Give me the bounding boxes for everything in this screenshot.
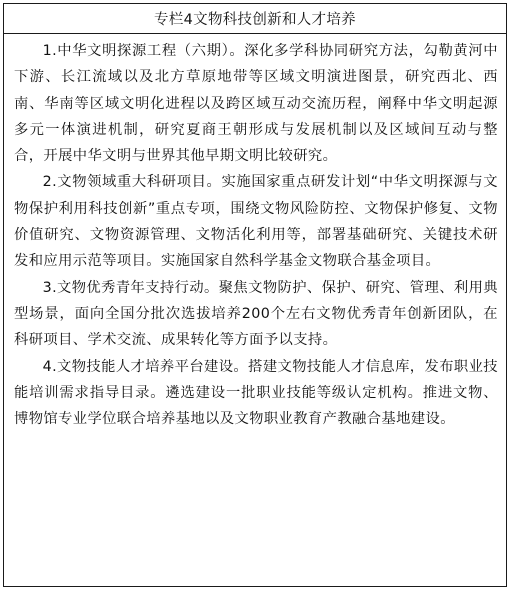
item-paragraph-2: 2.文物领域重大科研项目。实施国家重点研发计划“中华文明探源与文物保护利用科技创新”重点专项，围绕文物风险防控、文物保护修复、文物价值研究、文物资源管理、文物活化利用等，部署基础研究、关键技术研发和应用示范等项目。实施国家自然科学基金文物联合基金项目。: [14, 174, 498, 270]
column-title: 专栏4文物科技创新和人才培养: [4, 4, 506, 34]
column-content: [4, 34, 506, 432]
item-paragraph-3: 3.文物优秀青年支持行动。聚焦文物防护、保护、研究、管理、利用典型场景，面向全国分批次选拔培养200个左右文物优秀青年创新团队，在科研项目、学术交流、成果转化等方面予以支持。: [14, 279, 498, 349]
column-box: [3, 3, 507, 587]
item-paragraph-1: 1.中华文明探源工程（六期）。深化多学科协同研究方法，勾勒黄河中下游、长江流域以及北方草原地带等区域文明演进图景，研究西北、西南、华南等区域文明化进程以及跨区域互动交流历程，阐释中华文明起源多元一体演进机制，研究夏商王朝形成与发展机制以及区域间互动与整合，开展中华文明与世界其他早期文明比较研究。: [14, 43, 498, 165]
item-paragraph-4: 4.文物技能人才培养平台建设。搭建文物技能人才信息库，发布职业技能培训需求指导目录。遴选建设一批职业技能等级认定机构。推进文物、博物馆专业学位联合培养基地以及文物职业教育产教融合基地建设。: [14, 358, 498, 428]
